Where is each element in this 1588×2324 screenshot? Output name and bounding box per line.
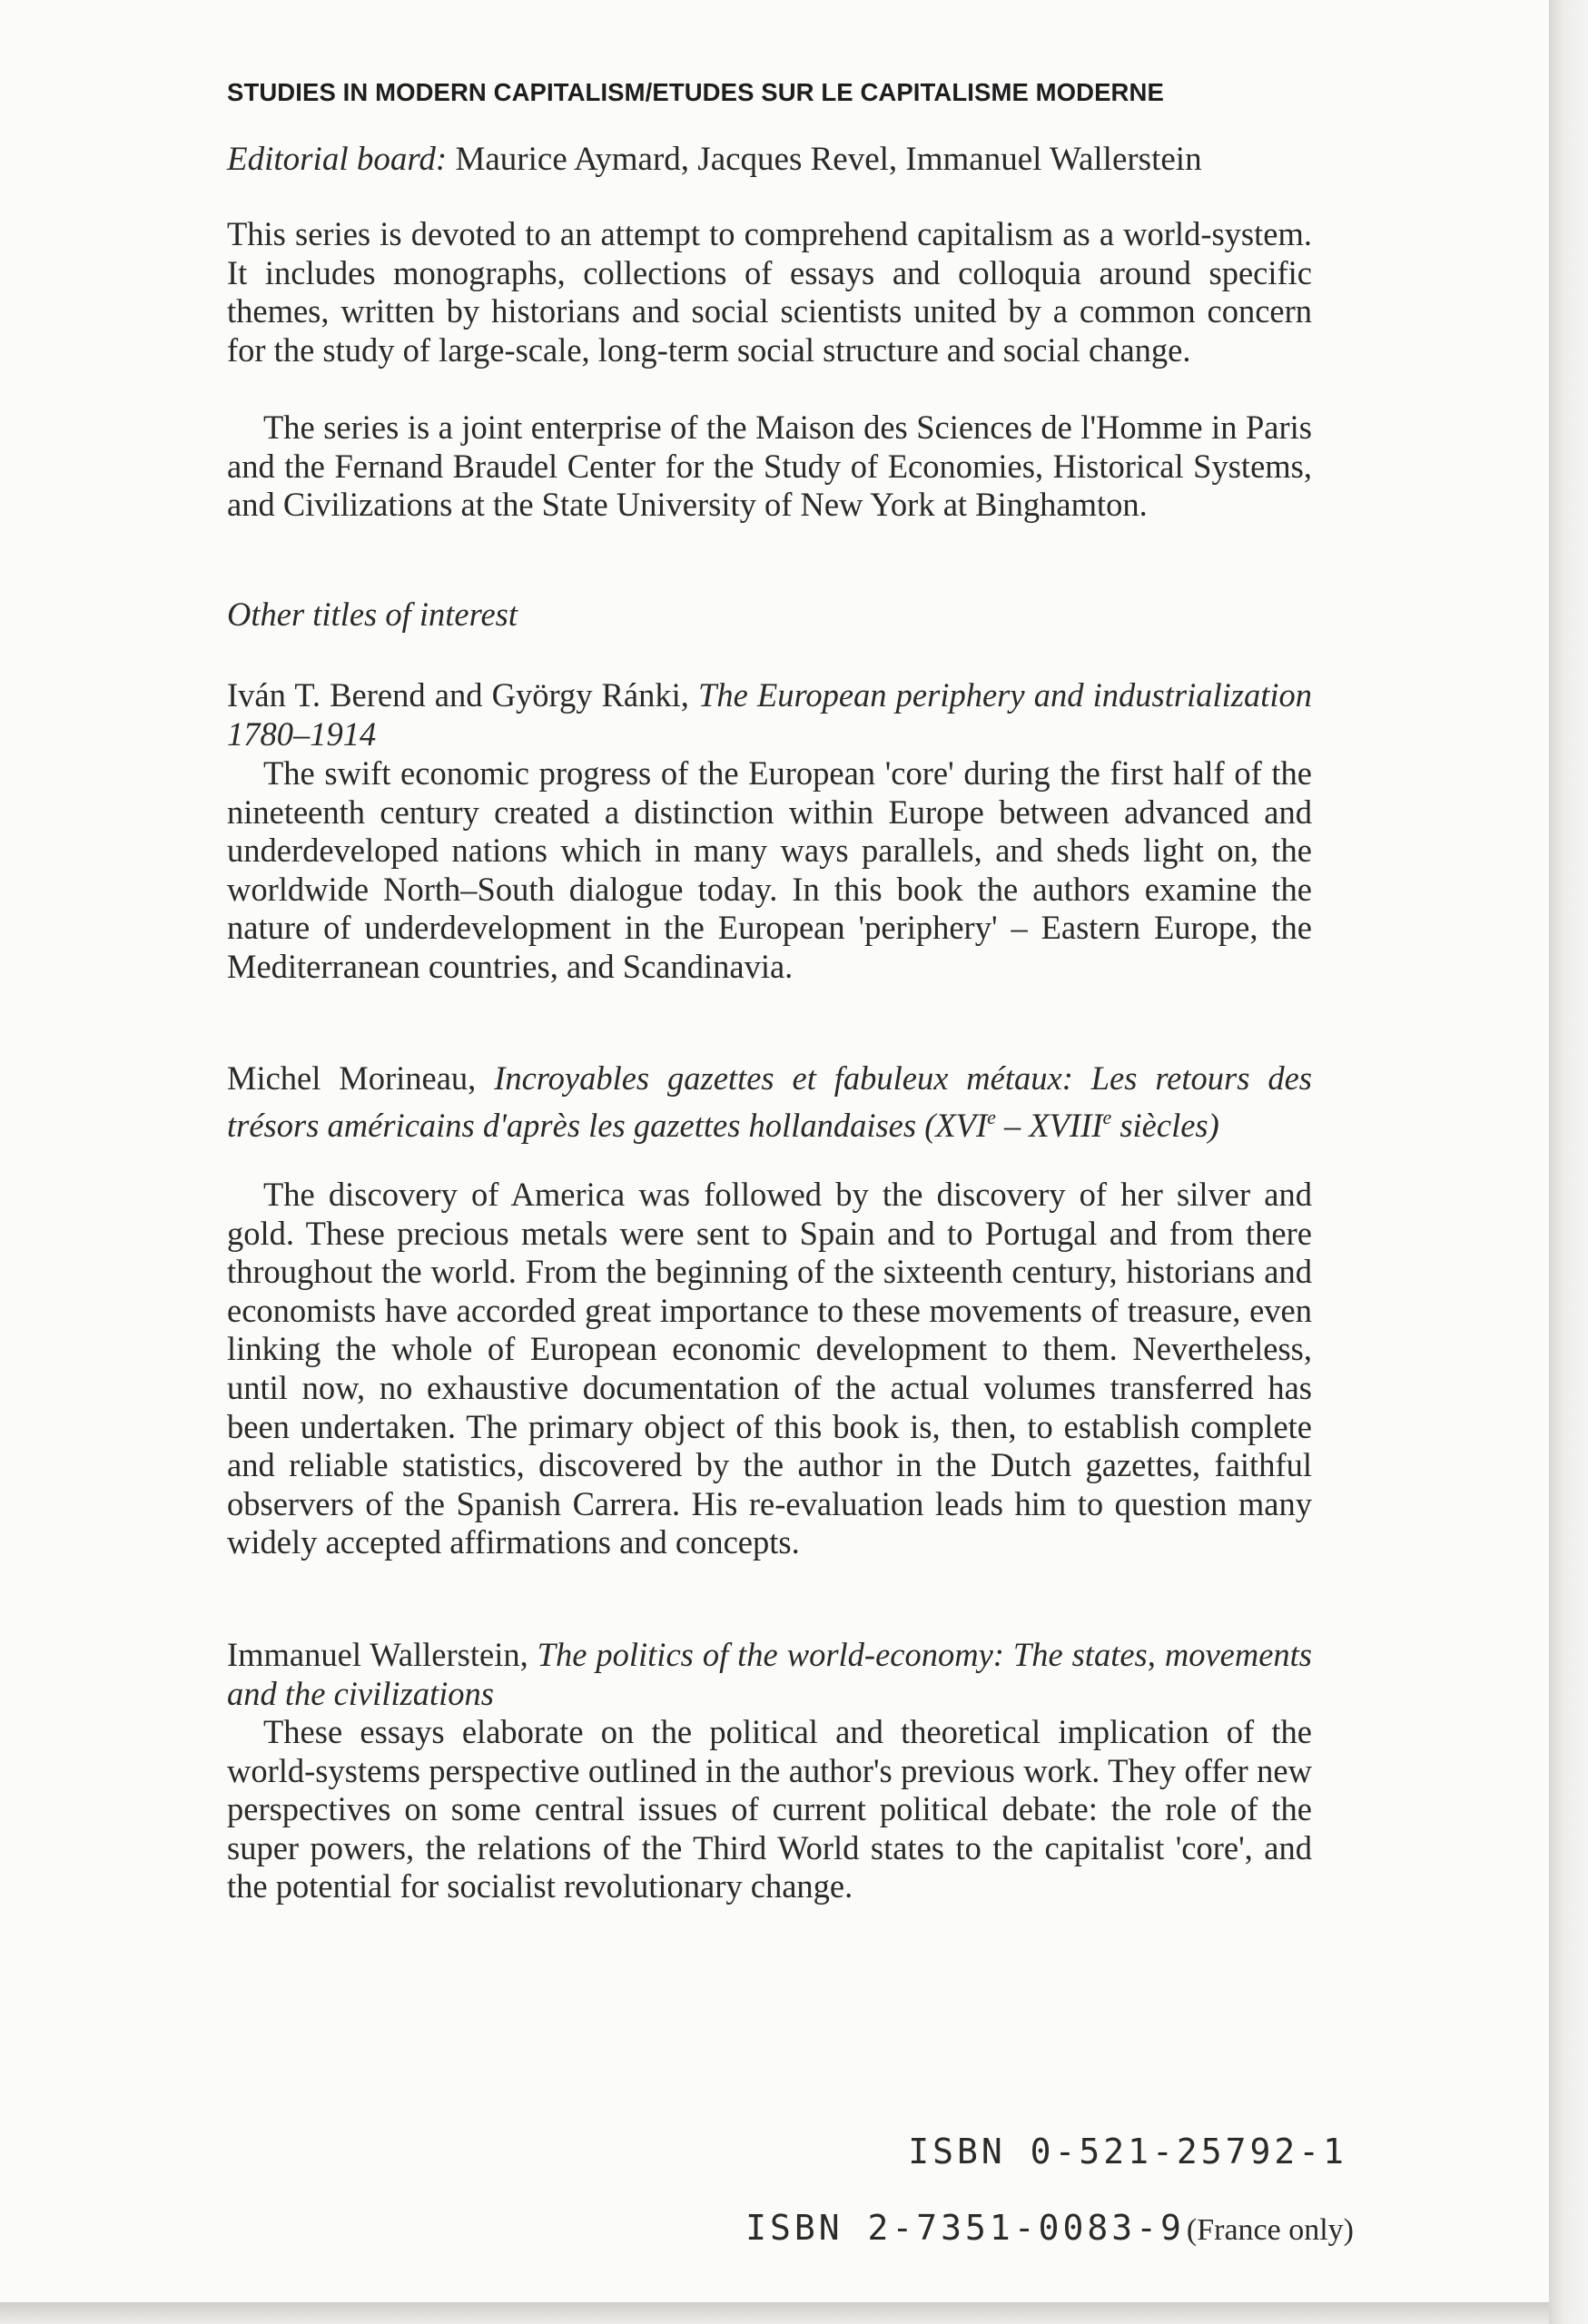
editorial-board-names: Maurice Aymard, Jacques Revel, Immanuel Wallerstein (447, 141, 1202, 178)
book-entry-morineau (227, 1059, 1312, 1145)
book-title: The politics of the world-economy: The states, movements and the civilizations (227, 1636, 1312, 1712)
isbn-number: ISBN 2-7351-0083-9 (745, 2208, 1185, 2248)
series-heading: STUDIES IN MODERN CAPITALISM/ETUDES SUR LE CAPITALISME MODERNE (227, 78, 1164, 106)
book-description: The swift economic progress of the European 'core' during the first half of the nineteenth century created a distinction within Europe between advanced and underdeveloped nations which in many ways parallels, and sheds light on, the worldwide North–South dialogue today. In this book the authors examine the nature of underdevelopment in the European 'periphery' – Eastern Europe, the Mediterranean countries, and Scandinavia. (227, 754, 1312, 985)
book-description: These essays elaborate on the political and theoretical implication of the world-systems perspective outlined in the author's previous work. They offer new perspectives on some central issues of current political debate: the role of the super powers, the relations of the Third World states to the capitalist 'core', and the potential for socialist revolutionary change. (227, 1713, 1312, 1905)
superscript: e (1102, 1105, 1112, 1128)
isbn-line: ISBN 0-521-25792-1 (908, 2132, 1347, 2171)
scan-edge-bottom (0, 2302, 1549, 2324)
book-description: The discovery of America was followed by the discovery of her silver and gold. These precious metals were sent to Spain and to Portugal and from there throughout the world. From the beginning of the sixteenth century, historians and economists have accorded great importance to these movements of treasure, even linking the whole of European economic development to them. Nevertheless, until now, no exhaustive documentation of the actual volumes transferred has been undertaken. The primary object of this book is, then, to establish complete and reliable statistics, discovered by the author in the Dutch gazettes, faithful observers of the Spanish Carrera. His re-evaluation leads him to question many widely accepted affirmations and concepts. (227, 1176, 1312, 1561)
editorial-board (227, 140, 1407, 179)
book-title-part: – XVIII (995, 1106, 1103, 1144)
book-author: Immanuel Wallerstein, (227, 1636, 538, 1673)
series-partnership: The series is a joint enterprise of the Maison des Sciences de l'Homme in Paris and the Fernand Braudel Center for the Study of Economies, Historical Systems, and Civilizations at the State University of New York at Binghamton. (227, 409, 1312, 524)
series-description: This series is devoted to an attempt to comprehend capitalism as a world-system. It includes monographs, collections of essays and colloquia around specific themes, written by historians and social scientists united by a common concern for the study of large-scale, long-term social structure and social change. (227, 215, 1312, 369)
isbn-note: (France only) (1186, 2213, 1354, 2247)
other-titles-heading: Other titles of interest (227, 596, 518, 633)
book-title-part: siècles) (1111, 1106, 1219, 1144)
book-entry-berend-ranki (227, 676, 1312, 753)
book-entry-wallerstein (227, 1636, 1312, 1713)
book-author: Iván T. Berend and György Ránki, (227, 676, 699, 714)
book-title: The European periphery and industrialization 1780–1914 (227, 676, 1312, 753)
scan-edge-right (1549, 0, 1588, 2324)
superscript: e (987, 1105, 996, 1128)
book-author: Michel Morineau, (227, 1059, 495, 1097)
book-title-part: Incroyables gazettes et fabuleux métaux: Les retours des trésors américains d'après les gazettes hollandaises (XVI (227, 1059, 1312, 1144)
isbn-line-france (745, 2208, 1354, 2248)
editorial-board-label: Editorial board: (227, 141, 448, 178)
